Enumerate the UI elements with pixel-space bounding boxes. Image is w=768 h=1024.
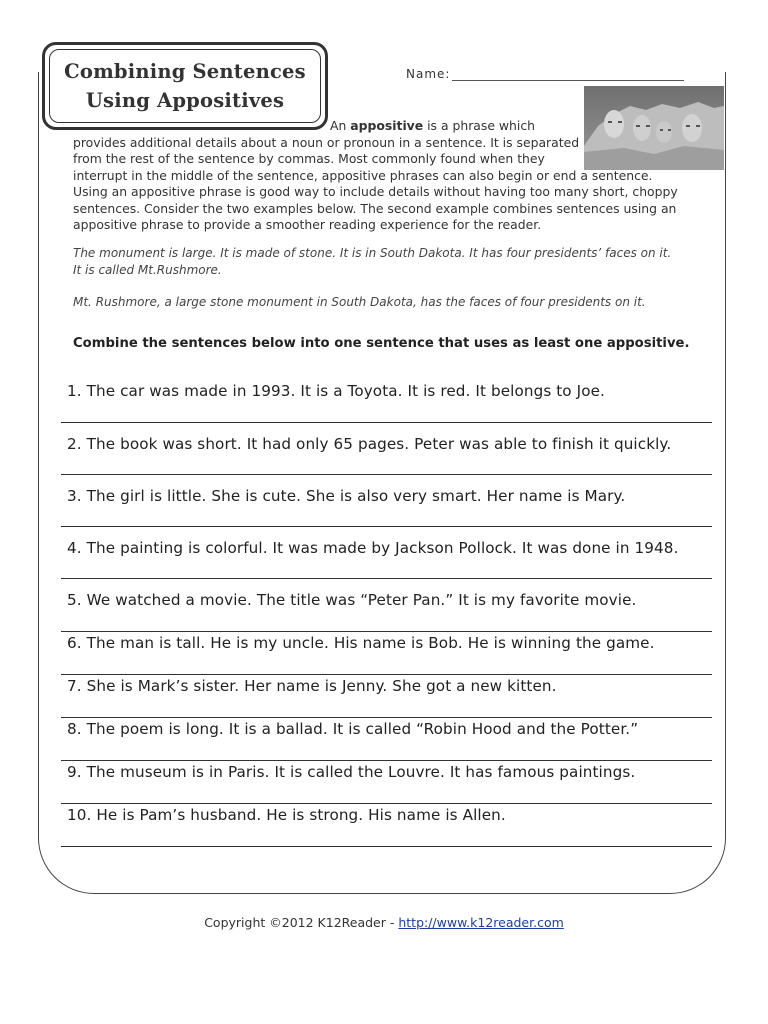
- exercise-item: 8. The poem is long. It is a ballad. It is called “Robin Hood and the Potter.”: [67, 720, 639, 738]
- exercise-item: 3. The girl is little. She is cute. She is also very smart. Her name is Mary.: [67, 487, 626, 505]
- exercise-item: 1. The car was made in 1993. It is a Toyota. It is red. It belongs to Joe.: [67, 382, 605, 400]
- title-line-1: Combining Sentences: [64, 60, 306, 83]
- answer-line[interactable]: [61, 578, 712, 579]
- exercise-item: 4. The painting is colorful. It was made by Jackson Pollock. It was done in 1948.: [67, 539, 679, 557]
- footer: [0, 915, 768, 930]
- example-1: The monument is large. It is made of stone. It is in South Dakota. It has four presidents’ faces on it. It is called Mt.Rushmore.: [73, 246, 672, 277]
- exercise-item: 9. The museum is in Paris. It is called the Louvre. It has famous paintings.: [67, 763, 636, 781]
- name-field-line[interactable]: [452, 80, 684, 81]
- exercise-item: 2. The book was short. It had only 65 pages. Peter was able to finish it quickly.: [67, 435, 672, 453]
- answer-line[interactable]: [61, 674, 712, 675]
- title-box: [42, 42, 328, 130]
- answer-line[interactable]: [61, 846, 712, 847]
- exercise-item: 5. We watched a movie. The title was “Peter Pan.” It is my favorite movie.: [67, 591, 637, 609]
- k12reader-link[interactable]: http://www.k12reader.com: [398, 915, 564, 930]
- instructions: Combine the sentences below into one sentence that uses as least one appositive.: [73, 336, 690, 351]
- exercise-item: 6. The man is tall. He is my uncle. His name is Bob. He is winning the game.: [67, 634, 655, 652]
- answer-line[interactable]: [61, 717, 712, 718]
- answer-line[interactable]: [61, 760, 712, 761]
- answer-line[interactable]: [61, 474, 712, 475]
- answer-line[interactable]: [61, 631, 712, 632]
- title-line-2: Using Appositives: [85, 89, 285, 112]
- name-label: Name:: [406, 67, 451, 81]
- appositive-term: appositive: [350, 118, 424, 133]
- exercise-item: 7. She is Mark’s sister. Her name is Jenny. She got a new kitten.: [67, 677, 557, 695]
- example-2: Mt. Rushmore, a large stone monument in South Dakota, has the faces of four presidents on it.: [73, 295, 646, 309]
- exercise-item: 10. He is Pam’s husband. He is strong. His name is Allen.: [67, 806, 506, 824]
- copyright-text: Copyright ©2012 K12Reader -: [204, 915, 399, 930]
- answer-line[interactable]: [61, 526, 712, 527]
- answer-line[interactable]: [61, 422, 712, 423]
- answer-line[interactable]: [61, 803, 712, 804]
- intro-paragraph: An appositive is a phrase which provides additional details about a noun or pronoun in a sentence. It is separated from the rest of the sentence by commas. Most commonly found when they interrupt in the middle of the sentence, appositive phrases can also begin or end a sentence. Using an appositive phrase is good way to include details without having too many short, choppy sentences. Consider the two examples below. The second example combines sentences using an appositive phrase to provide a smoother reading experience for the reader.: [73, 118, 678, 232]
